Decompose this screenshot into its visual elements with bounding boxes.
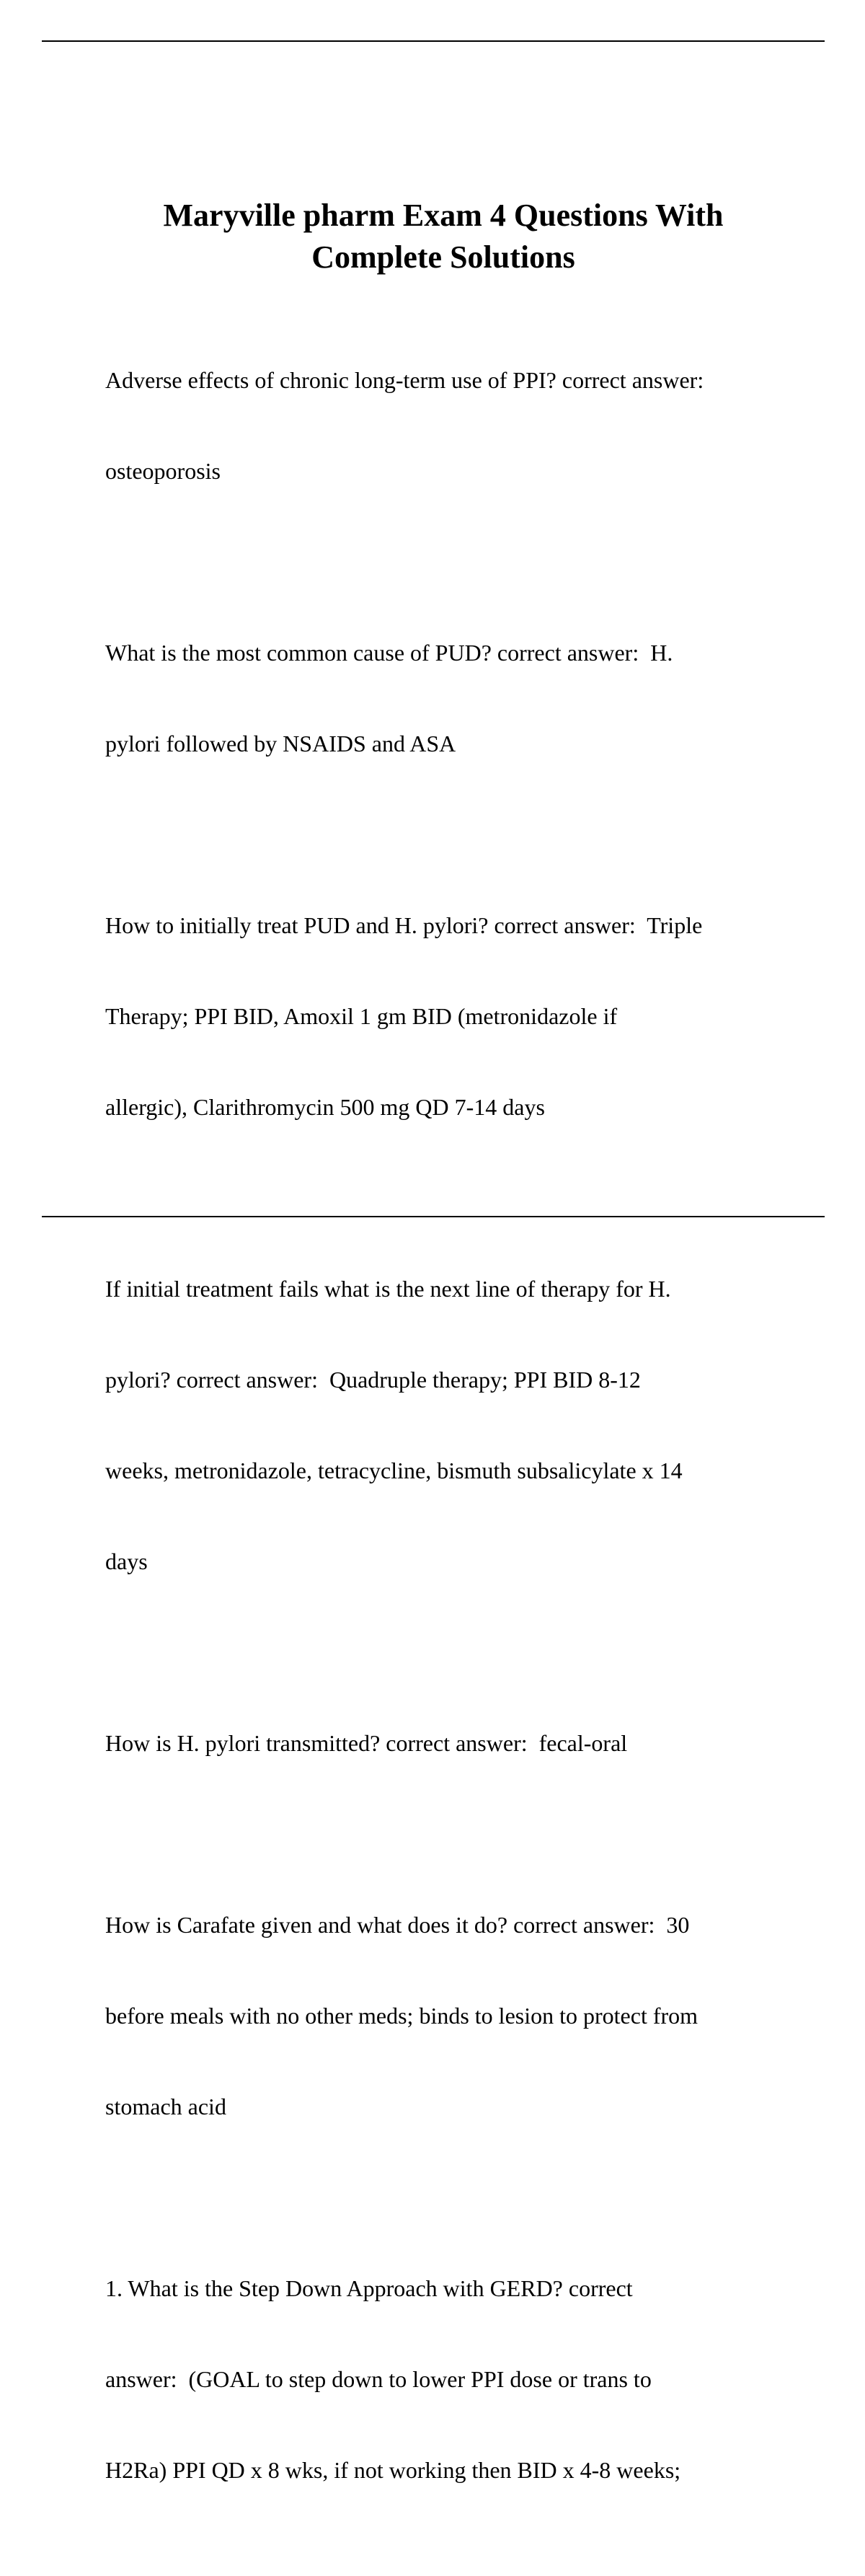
text-line: before meals with no other meds; binds to lesion to protect from — [105, 2003, 698, 2029]
text-line: allergic), Clarithromycin 500 mg QD 7-14 days — [105, 1094, 545, 1120]
text-line: How is H. pylori transmitted? correct answer: fecal-oral — [105, 1730, 628, 1756]
qa-paragraph — [105, 2213, 797, 2546]
text-line: days — [105, 1548, 148, 1574]
text-line: pylori followed by NSAIDS and ASA — [105, 731, 456, 757]
footer-rule — [42, 1216, 825, 1217]
header-rule — [42, 40, 825, 42]
text-line: 1. What is the Step Down Approach with GERD? correct — [105, 2275, 633, 2301]
text-line: H2Ra) PPI QD x 8 wks, if not working then BID x 4-8 weeks; — [105, 2457, 681, 2483]
document-title — [86, 195, 800, 278]
text-line: Therapy; PPI BID, Amoxil 1 gm BID (metronidazole if — [105, 1003, 618, 1029]
qa-paragraph — [105, 850, 797, 1183]
qa-paragraph — [105, 1667, 797, 1819]
text-line: answer: (GOAL to step down to lower PPI dose or trans to — [105, 2366, 652, 2392]
qa-paragraph — [105, 577, 797, 819]
qa-paragraph — [105, 1213, 797, 1637]
text-line: pylori? correct answer: Quadruple therapy; PPI BID 8-12 — [105, 1367, 641, 1393]
text-line: If initial treatment fails what is the next line of therapy for H. — [105, 1276, 671, 1302]
text-line: How is Carafate given and what does it do? correct answer: 30 — [105, 1912, 690, 1938]
qa-paragraph — [105, 304, 797, 547]
text-line: weeks, metronidazole, tetracycline, bismuth subsalicylate x 14 — [105, 1457, 683, 1483]
text-line: Adverse effects of chronic long-term use of PPI? correct answer: — [105, 367, 704, 393]
text-line: How to initially treat PUD and H. pylori? correct answer: Triple — [105, 912, 703, 938]
text-line: osteoporosis — [105, 458, 221, 484]
text-line: What is the most common cause of PUD? correct answer: H. — [105, 640, 673, 666]
title-line: Maryville pharm Exam 4 Questions With — [163, 198, 724, 233]
text-line: stomach acid — [105, 2094, 226, 2120]
document-body — [105, 304, 797, 2576]
qa-paragraph — [105, 1849, 797, 2182]
title-line: Complete Solutions — [311, 239, 575, 275]
